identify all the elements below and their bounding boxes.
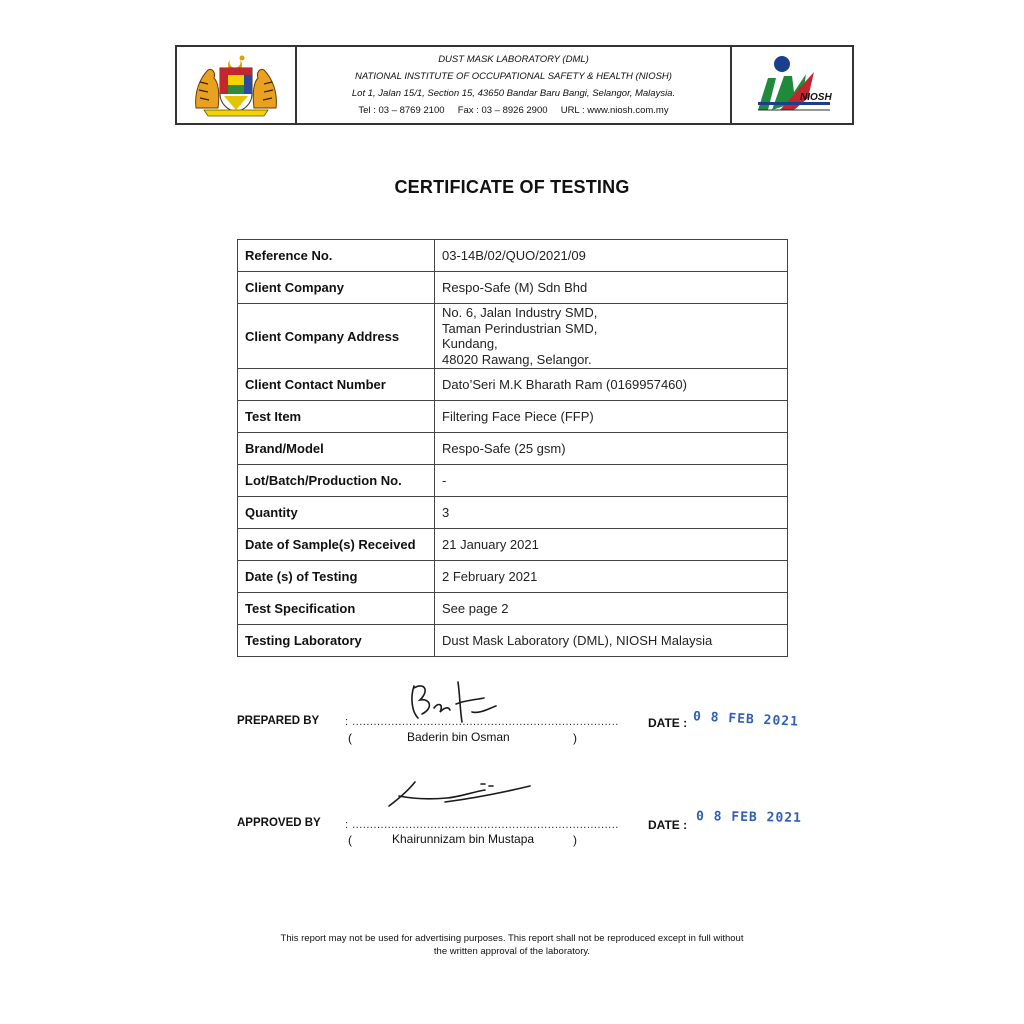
test-item-label: Test Item — [238, 401, 435, 433]
lot-label: Lot/Batch/Production No. — [238, 465, 435, 497]
spec-label: Test Specification — [238, 593, 435, 625]
document-title: CERTIFICATE OF TESTING — [394, 177, 630, 197]
address-line: 48020 Rawang, Selangor. — [442, 351, 592, 367]
lab-name: DUST MASK LABORATORY (DML) — [438, 54, 589, 65]
table-row — [238, 529, 788, 561]
received-label: Date of Sample(s) Received — [238, 529, 435, 561]
approved-by-label: APPROVED BY — [237, 817, 321, 829]
quantity-value: 3 — [435, 497, 788, 529]
received-value: 21 January 2021 — [435, 529, 788, 561]
lab-label: Testing Laboratory — [238, 625, 435, 657]
disclaimer-line: This report may not be used for advertising purposes. This report shall not be reproduced except in full without — [280, 933, 744, 944]
testing-date-value: 2 February 2021 — [435, 561, 788, 593]
contact-value: Dato’Seri M.K Bharath Ram (0169957460) — [435, 369, 788, 401]
approved-date-stamp: 0 8 FEB 2021 — [695, 809, 803, 826]
table-row — [238, 401, 788, 433]
approved-signature-line: : ........................................................................... — [345, 819, 619, 831]
address-value — [435, 304, 788, 369]
table-row — [238, 593, 788, 625]
contact-label: Client Contact Number — [238, 369, 435, 401]
lab-address-block — [297, 47, 732, 123]
table-row — [238, 465, 788, 497]
address-line: No. 6, Jalan Industry SMD, — [442, 305, 598, 320]
niosh-logo-cell — [732, 47, 852, 123]
approved-signature-icon — [385, 772, 535, 812]
test-item-value: Filtering Face Piece (FFP) — [435, 401, 788, 433]
approved-close-paren: ) — [573, 833, 577, 847]
table-row — [238, 240, 788, 272]
table-row — [238, 561, 788, 593]
footer-disclaimer — [0, 932, 1024, 958]
table-row — [238, 304, 788, 369]
institute-name: NATIONAL INSTITUTE OF OCCUPATIONAL SAFETY & HEALTH (NIOSH) — [355, 71, 672, 82]
brand-label: Brand/Model — [238, 433, 435, 465]
brand-value: Respo-Safe (25 gsm) — [435, 433, 788, 465]
quantity-label: Quantity — [238, 497, 435, 529]
prepared-date-label: DATE : — [648, 716, 688, 730]
table-row — [238, 433, 788, 465]
reference-label: Reference No. — [238, 240, 435, 272]
approved-date-label: DATE : — [648, 818, 688, 832]
testing-date-label: Date (s) of Testing — [238, 561, 435, 593]
approved-by-name: Khairunnizam bin Mustapa — [392, 832, 535, 846]
coat-of-arms-cell — [177, 47, 297, 123]
prepared-close-paren: ) — [573, 731, 577, 745]
prepared-by-name: Baderin bin Osman — [407, 730, 510, 744]
table-row — [238, 369, 788, 401]
address-label: Client Company Address — [238, 304, 435, 369]
address-line: Kundang, — [442, 336, 498, 351]
reference-value: 03-14B/02/QUO/2021/09 — [435, 240, 788, 272]
approved-open-paren: ( — [348, 833, 352, 847]
niosh-logo-text: NIOSH — [800, 92, 832, 103]
prepared-signature-line: : ........................................................................... — [345, 716, 619, 728]
lab-address: Lot 1, Jalan 15/1, Section 15, 43650 Bandar Baru Bangi, Selangor, Malaysia. — [351, 88, 676, 99]
table-row — [238, 497, 788, 529]
letterhead — [175, 45, 854, 125]
address-line: Taman Perindustrian SMD, — [442, 320, 598, 336]
prepared-open-paren: ( — [348, 731, 352, 745]
table-row — [238, 272, 788, 304]
niosh-logo-icon — [744, 52, 840, 118]
lot-value: - — [435, 465, 788, 497]
spec-value: See page 2 — [435, 593, 788, 625]
malaysia-coat-of-arms-icon — [190, 52, 282, 118]
client-label: Client Company — [238, 272, 435, 304]
prepared-by-label: PREPARED BY — [237, 715, 320, 727]
disclaimer-line: the written approval of the laboratory. — [433, 946, 591, 957]
prepared-date-stamp: 0 8 FEB 2021 — [692, 709, 800, 730]
lab-value: Dust Mask Laboratory (DML), NIOSH Malaysia — [435, 625, 788, 657]
table-row — [238, 625, 788, 657]
certificate-details-table — [237, 239, 788, 657]
client-value: Respo-Safe (M) Sdn Bhd — [435, 272, 788, 304]
lab-contact: Tel : 03 – 8769 2100 Fax : 03 – 8926 2900 URL : www.niosh.com.my — [358, 105, 669, 116]
